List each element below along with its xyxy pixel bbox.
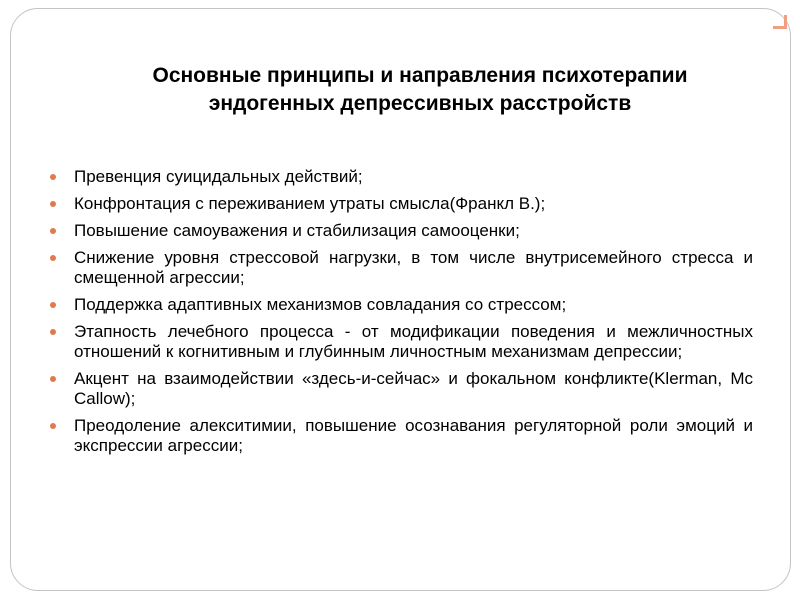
corner-bracket-icon xyxy=(773,15,787,29)
bullet-item-here-and-now xyxy=(50,369,753,409)
bullet-dot-icon xyxy=(50,302,56,308)
bullet-item-stress-reduction xyxy=(50,248,753,288)
bullet-dot-icon xyxy=(50,423,56,429)
bullet-dot-icon xyxy=(50,329,56,335)
bullet-text: Акцент на взаимодействии «здесь-и-сейчас» и фокальном конфликте(Klerman, Mc Callow); xyxy=(74,369,753,408)
slide-title-line-2: эндогенных депрессивных расстройств xyxy=(208,92,632,115)
slide-title-line-1: Основные принципы и направления психотерапии xyxy=(152,64,688,87)
bullet-item-treatment-stages xyxy=(50,322,753,362)
bullet-item-self-esteem xyxy=(50,221,753,241)
bullet-item-meaning-loss xyxy=(50,194,753,214)
bullet-item-alexithymia xyxy=(50,416,753,456)
bullet-text: Повышение самоуважения и стабилизация самооценки; xyxy=(74,221,520,240)
bullet-dot-icon xyxy=(50,228,56,234)
bullet-text: Этапность лечебного процесса - от модификации поведения и межличностных отношений к когнитивным и глубинным личностным механизмам депрессии; xyxy=(74,322,753,361)
bullet-text: Конфронтация с переживанием утраты смысла(Франкл В.); xyxy=(74,194,546,213)
bullet-item-suicide-prevention xyxy=(50,167,753,187)
bullet-list xyxy=(50,167,753,463)
bullet-text: Поддержка адаптивных механизмов совладания со стрессом; xyxy=(74,295,567,314)
bullet-text: Снижение уровня стрессовой нагрузки, в том числе внутрисемейного стресса и смещенной агрессии; xyxy=(74,248,753,287)
bullet-dot-icon xyxy=(50,201,56,207)
bullet-dot-icon xyxy=(50,255,56,261)
bullet-text: Преодоление алекситимии, повышение осознавания регуляторной роли эмоций и экспрессии агрессии; xyxy=(74,416,753,455)
slide-title xyxy=(80,62,760,118)
bullet-item-coping-support xyxy=(50,295,753,315)
bullet-text: Превенция суицидальных действий; xyxy=(74,167,363,186)
bullet-dot-icon xyxy=(50,376,56,382)
bullet-dot-icon xyxy=(50,174,56,180)
